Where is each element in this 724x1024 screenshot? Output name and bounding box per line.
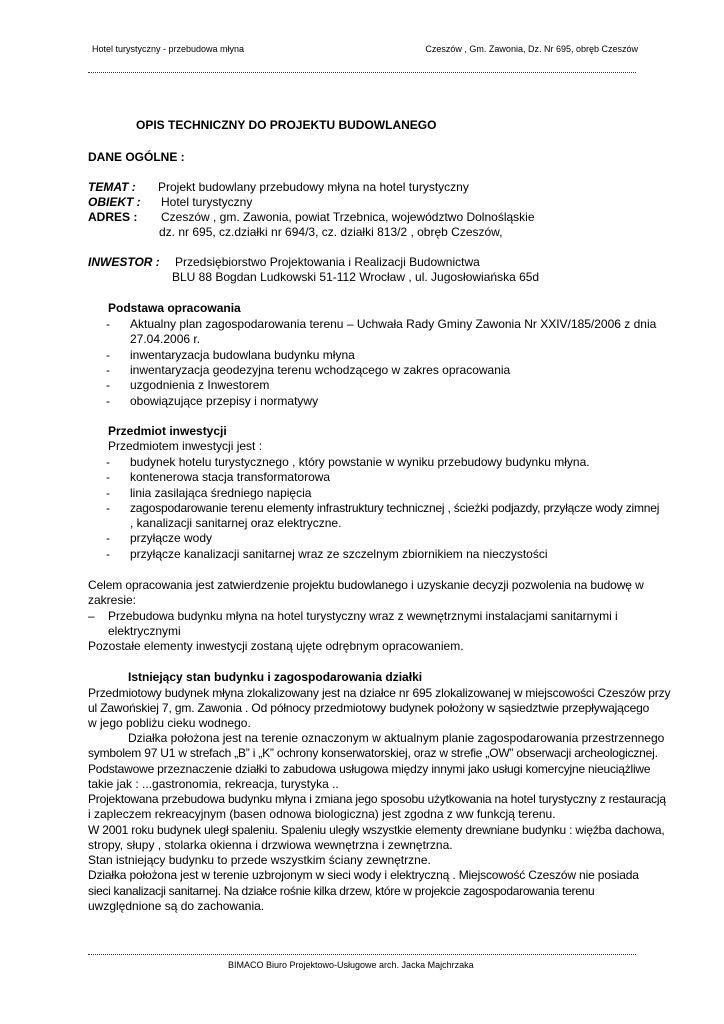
stan-line: Działka położona jest w terenie uzbrojonym w sieci wody i elektryczną . Miejscowość Czeszów nie posiada (88, 868, 639, 882)
footer-divider (88, 954, 636, 955)
general-heading: DANE OGÓLNE : (88, 150, 185, 164)
list-item: przyłącze kanalizacji sanitarnej wraz ze szczelnym zbiornikiem na nieczystości (130, 547, 548, 561)
stan-line: ul Zawońskiej 7, gm. Zawonia . Od północy przedmiotowy budynek położony w sąsiedztwie przepływającego (88, 701, 650, 715)
list-item: 27.04.2006 r. (130, 332, 201, 346)
przedmiot-heading: Przedmiot inwestycji (108, 424, 227, 438)
list-item: budynek hotelu turystycznego , który powstanie w wyniku przebudowy budynku młyna. (130, 455, 590, 469)
header-left: Hotel turystyczny - przebudowa młyna (92, 44, 245, 54)
przedmiot-intro: Przedmiotem inwestycji jest : (108, 439, 263, 453)
stan-line: Projektowana przebudowa budynku młyna i zmiana jego sposobu użytkowania na hotel turystyczny z restauracją (88, 792, 666, 806)
inwestor-label: INWESTOR : (88, 255, 160, 269)
obiekt-label: OBIEKT : (88, 195, 141, 209)
bullet-dash: - (106, 501, 110, 515)
adres-label: ADRES : (88, 210, 138, 224)
header-divider (88, 72, 636, 73)
document-title: OPIS TECHNICZNY DO PROJEKTU BUDOWLANEGO (136, 118, 437, 132)
temat-label: TEMAT : (88, 180, 136, 194)
obiekt-value: Hotel turystyczny (161, 195, 253, 209)
bullet-dash: - (106, 531, 110, 545)
stan-line: Przedmiotowy budynek młyna zlokalizowany jest na działce nr 695 zlokalizowanej w miejscowości Czeszów przy (88, 686, 671, 700)
stan-line: uwzględnione są do zachowania. (88, 899, 265, 913)
inwestor-line-1: Przedsiębiorstwo Projektowania i Realizacji Budownictwa (175, 255, 480, 269)
temat-value: Projekt budowlany przebudowy młyna na hotel turystyczny (158, 180, 469, 194)
stan-line: Działka położona jest na terenie oznaczonym w aktualnym planie zagospodarowania przestrzennego (128, 731, 665, 745)
bullet-dash: - (106, 378, 110, 392)
podstawa-heading: Podstawa opracowania (108, 301, 241, 315)
bullet-dash: - (106, 394, 110, 408)
bullet-dash: - (106, 470, 110, 484)
list-item: , kanalizacji sanitarnej oraz elektryczne. (130, 516, 342, 530)
header-right: Czeszów , Gm. Zawonia, Dz. Nr 695, obręb Czeszów (425, 44, 638, 54)
stan-line: Podstawowe przeznaczenie działki to zabudowa usługowa między innymi jako usługi komercyjne nieuciążliwe (88, 762, 651, 776)
stan-line: sieci kanalizacji sanitarnej. Na działce rośnie kilka drzew, które w projekcie zagospodarowania terenu (88, 884, 595, 898)
bullet-dash: - (106, 363, 110, 377)
bullet-dash: - (106, 547, 110, 561)
stan-line: stropy, słupy , stolarka okienna i drzwiowa wewnętrzna i zewnętrzna. (88, 838, 453, 852)
stan-heading: Istniejący stan budynku i zagospodarowania działki (128, 670, 423, 684)
bullet-dash: - (106, 348, 110, 362)
celem-line-1: Celem opracowania jest zatwierdzenie projektu budowlanego i uzyskanie decyzji pozwolenia na budowę w (88, 578, 644, 592)
list-item: inwentaryzacja budowlana budynku młyna (130, 348, 355, 362)
inwestor-line-2: BLU 88 Bogdan Ludkowski 51-112 Wrocław , ul. Jugosłowiańska 65d (172, 270, 540, 284)
stan-line: symbolem 97 U1 w strefach „B” i „K” ochrony konserwatorskiej, oraz w strefie „OW” obserwacji archeologicznej. (88, 746, 658, 760)
adres-line-1: Czeszów , gm. Zawonia, powiat Trzebnica, województwo Dolnośląskie (161, 210, 535, 224)
list-item: linia zasilająca średniego napięcia (130, 486, 312, 500)
stan-line: W 2001 roku budynek uległ spaleniu. Spaleniu uległy wszystkie elementy drewniane budynku : więźba dachowa, (88, 823, 665, 837)
list-item: przyłącze wody (130, 531, 213, 545)
list-item: Aktualny plan zagospodarowania terenu – Uchwała Rady Gminy Zawonia Nr XXIV/185/2006 z dnia (130, 317, 657, 331)
adres-line-2: dz. nr 695, cz.działki nr 694/3, cz. działki 813/2 , obręb Czeszów, (159, 225, 503, 239)
celem-line-2: zakresie: (88, 593, 137, 607)
stan-line: Stan istniejący budynku to przede wszystkim ściany zewnętrzne. (88, 853, 431, 867)
celem-item-line-1: Przebudowa budynku młyna na hotel turystyczny wraz z wewnętrznymi instalacjami sanitarnymi i (108, 609, 618, 623)
list-item: uzgodnienia z Inwestorem (130, 378, 270, 392)
list-item: kontenerowa stacja transformatorowa (130, 470, 331, 484)
footer-text: BIMACO Biuro Projektowo-Usługowe arch. Jacka Majchrzaka (228, 960, 474, 970)
stan-line: w jego pobliżu cieku wodnego. (88, 716, 251, 730)
bullet-dash: - (106, 455, 110, 469)
stan-line: i zapleczem rekreacyjnym (basen odnowa biologiczna) jest zgodna z ww funkcją terenu. (88, 807, 556, 821)
stan-line: takie jak : ...gastronomia, rekreacja, turystyka .. (88, 777, 339, 791)
pozostale-text: Pozostałe elementy inwestycji zostaną ujęte odrębnym opracowaniem. (88, 639, 464, 653)
list-item: zagospodarowanie terenu elementy infrastruktury technicznej , ścieżki podjazdy, przyłącze wody zimnej (130, 501, 660, 515)
bullet-dash: – (88, 609, 95, 623)
list-item: inwentaryzacja geodezyjna terenu wchodzącego w zakres opracowania (130, 363, 511, 377)
bullet-dash: - (106, 486, 110, 500)
celem-item-line-2: elektrycznymi (108, 624, 181, 638)
bullet-dash: - (106, 317, 110, 331)
list-item: obowiązujące przepisy i normatywy (130, 394, 319, 408)
